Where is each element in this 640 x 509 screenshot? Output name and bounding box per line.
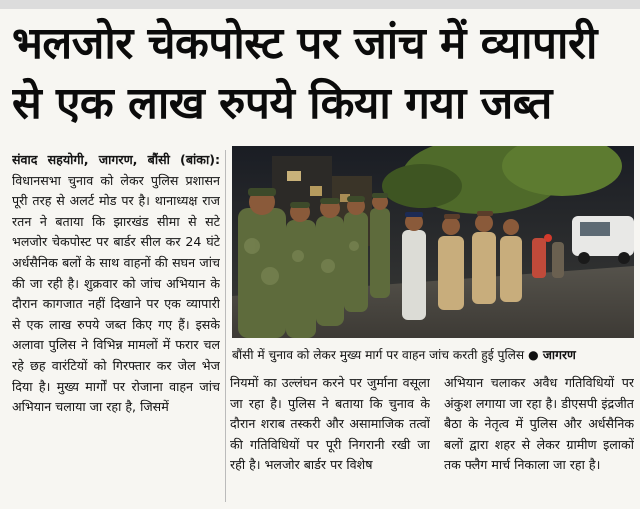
page-top-bar — [0, 0, 640, 9]
headline-line-2: से एक लाख रुपये किया गया जब्त — [12, 78, 552, 129]
article-text-1: विधानसभा चुनाव को लेकर पुलिस प्रशासन पूरी तरह से अलर्ट मोड पर है। थानाध्यक्ष राज रतन ने बताया कि झारखंड सीमा से सटे भलजोर चेकपोस्ट पर बार्डर सील कर 24 घंटे अर्धसैनिक बलों के साथ वाहनों की सघन जांच की जा रही है। शुक्रवार को जांच अभियान के दौरान कागजात नहीं दिखाने पर एक व्यापारी से एक लाख रुपये जब्त किए गए हैं। इसके अलावा पुलिस ने विभिन्न मामलों में फरार चल रहे छह वारंटियों को गिरफ्तार कर जेल भेज दिया है। मुख्य मार्गों पर रोजाना वाहन जांच अभियान चलाया जा रहा है, जिसमें — [12, 172, 220, 415]
photo-caption — [232, 344, 634, 366]
article-column-1 — [12, 150, 220, 500]
news-photo — [232, 146, 634, 338]
article-column-2 — [230, 373, 430, 503]
byline: संवाद सहयोगी, जागरण, बौंसी (बांका): — [12, 152, 220, 167]
photo-credit: ● जागरण — [528, 348, 576, 362]
headline-line-1: भलजोर चेकपोस्ट पर जांच में व्यापारी — [12, 18, 597, 69]
article-text-3: अभियान चलाकर अवैध गतिविधियों पर अंकुश लगाया जा रहा है। डीएसपी इंद्रजीत बैठा के नेतृत्व में पुलिस और अर्धसैनिक बलों द्वारा शहर से लेकर ग्रामीण इलाकों तक फ्लैग मार्च निकाला जा रहा है। — [444, 375, 634, 473]
caption-text: बौंसी में चुनाव को लेकर मुख्य मार्ग पर वाहन जांच करती हुई पुलिस — [232, 348, 525, 362]
headline — [12, 14, 630, 134]
article-column-3 — [444, 373, 634, 503]
column-divider — [225, 150, 226, 502]
article-text-2: नियमों का उल्लंघन करने पर जुर्माना वसूला जा रहा है। पुलिस ने बताया कि चुनाव के दौरान शराब तस्करी और असामाजिक तत्वों की गतिविधियों पर पूरी निगरानी रखी जा रही है। भलजोर बार्डर पर विशेष — [230, 375, 430, 473]
police-checkpoint-photo — [232, 146, 634, 338]
